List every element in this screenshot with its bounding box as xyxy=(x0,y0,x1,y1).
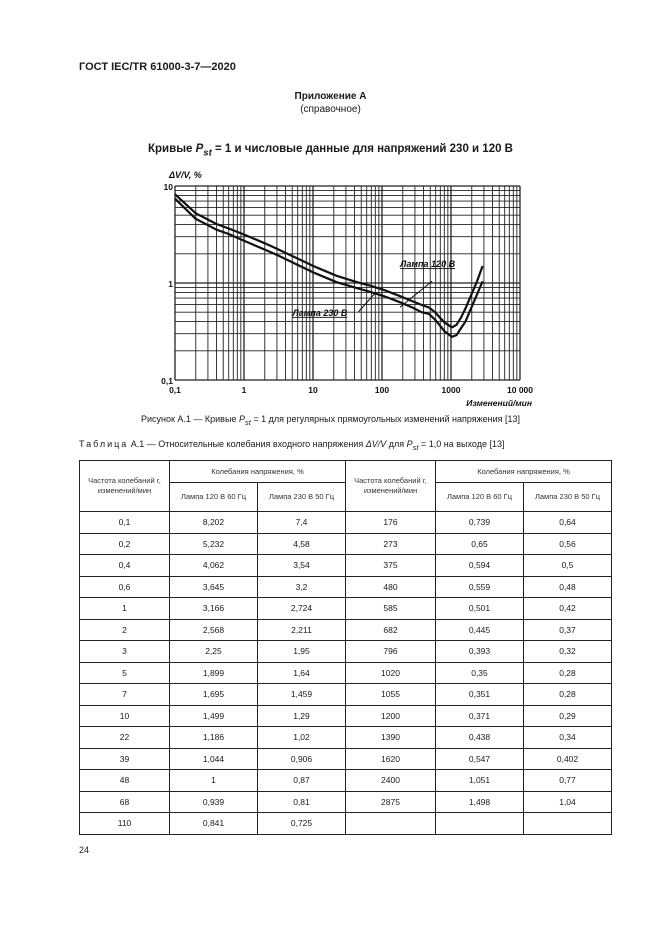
table-cell: 0,65 xyxy=(436,533,524,555)
x-tick-label: 10 xyxy=(308,385,318,395)
table-row xyxy=(80,748,612,770)
table-cell: 0,87 xyxy=(258,770,346,792)
table-cell: 0,594 xyxy=(436,555,524,577)
table-cell: 0,1 xyxy=(80,512,170,534)
x-tick-label: 100 xyxy=(374,385,390,395)
y-tick-label: 0,1 xyxy=(161,376,173,386)
y-tick-label: 1 xyxy=(168,279,173,289)
x-tick-label: 0,1 xyxy=(169,385,181,395)
pst-curves-chart xyxy=(150,162,540,410)
table-cell: 796 xyxy=(346,641,436,663)
appendix-title: Приложение А xyxy=(294,91,367,102)
table-cell: 0,81 xyxy=(258,791,346,813)
table-cell: 585 xyxy=(346,598,436,620)
table-cell: 3,645 xyxy=(170,576,258,598)
table-row xyxy=(80,770,612,792)
x-tick-label: 10 000 xyxy=(507,385,533,395)
table-cell: 0,402 xyxy=(524,748,612,770)
table-cell: 0,28 xyxy=(524,684,612,706)
table-cell: 1055 xyxy=(346,684,436,706)
table-cell: 0,939 xyxy=(170,791,258,813)
table-cell: 2 xyxy=(80,619,170,641)
table-cell: 8,202 xyxy=(170,512,258,534)
table-cell: 0,29 xyxy=(524,705,612,727)
table-cell: 0,371 xyxy=(436,705,524,727)
series-label-lamp-230: Лампа 230 В xyxy=(292,307,348,318)
table-cell: 1 xyxy=(170,770,258,792)
table-cell: 0,906 xyxy=(258,748,346,770)
table-cell: 0,48 xyxy=(524,576,612,598)
table-row xyxy=(80,576,612,598)
table-row xyxy=(80,512,612,534)
table-cell: 1,899 xyxy=(170,662,258,684)
table-cell: 110 xyxy=(80,813,170,835)
x-tick-label: 1000 xyxy=(441,385,461,395)
table-cell: 2875 xyxy=(346,791,436,813)
table-cell: 0,6 xyxy=(80,576,170,598)
x-axis-label: Изменений/мин xyxy=(466,398,532,408)
table-cell: 0,739 xyxy=(436,512,524,534)
table-cell: 0,501 xyxy=(436,598,524,620)
table-cell: 0,559 xyxy=(436,576,524,598)
chart-title: Кривые $P_{st} = 1$ и числовые данные для напряжений 230 и 120 В xyxy=(148,143,513,159)
document-header: ГОСТ IEC/TR 61000-3-7—2020 xyxy=(79,61,236,73)
table-row xyxy=(80,813,612,835)
table-cell: 0,4 xyxy=(80,555,170,577)
table-cell: 682 xyxy=(346,619,436,641)
table-cell: 0,393 xyxy=(436,641,524,663)
table-cell: 0,42 xyxy=(524,598,612,620)
table-caption: Таблица А.1 — Относительные колебания входного напряжения ΔV/V для $P_{st} = 1,0$ на выходе [13] xyxy=(79,439,505,452)
table-row xyxy=(80,533,612,555)
table-cell: 375 xyxy=(346,555,436,577)
table-cell: 1,498 xyxy=(436,791,524,813)
table-cell: 1,499 xyxy=(170,705,258,727)
table-cell: 2,724 xyxy=(258,598,346,620)
table-cell: 0,32 xyxy=(524,641,612,663)
table-cell: 0,351 xyxy=(436,684,524,706)
header-fluctuation-right: Колебания напряжения, % xyxy=(436,461,612,483)
table-cell: 2,568 xyxy=(170,619,258,641)
table-cell: 5,232 xyxy=(170,533,258,555)
table-cell: 0,841 xyxy=(170,813,258,835)
table-cell: 3,2 xyxy=(258,576,346,598)
table-cell: 1020 xyxy=(346,662,436,684)
table-row xyxy=(80,662,612,684)
table-cell: 5 xyxy=(80,662,170,684)
table-cell: 22 xyxy=(80,727,170,749)
header-frequency-right: Частота колебаний r, изменений/мин xyxy=(346,461,436,512)
table-cell: 0,35 xyxy=(436,662,524,684)
table-cell: 2,211 xyxy=(258,619,346,641)
voltage-fluctuation-table xyxy=(79,460,612,835)
table-cell: 1390 xyxy=(346,727,436,749)
table-cell: 0,2 xyxy=(80,533,170,555)
table-cell: 3 xyxy=(80,641,170,663)
table-cell: 1,95 xyxy=(258,641,346,663)
table-cell: 4,062 xyxy=(170,555,258,577)
table-row xyxy=(80,727,612,749)
table-cell: 3,54 xyxy=(258,555,346,577)
table-row xyxy=(80,684,612,706)
table-cell: 0,56 xyxy=(524,533,612,555)
table-cell: 1,186 xyxy=(170,727,258,749)
figure-caption: Рисунок А.1 — Кривые $P_{st} = 1$ для регулярных прямоугольных изменений напряжения [13] xyxy=(140,414,521,427)
table-cell: 4,58 xyxy=(258,533,346,555)
table-cell: 0,438 xyxy=(436,727,524,749)
table-cell: 1 xyxy=(80,598,170,620)
table-cell: 0,34 xyxy=(524,727,612,749)
table-cell: 273 xyxy=(346,533,436,555)
table-cell: 68 xyxy=(80,791,170,813)
header-fluctuation-left: Колебания напряжения, % xyxy=(170,461,346,483)
table-cell: 2,25 xyxy=(170,641,258,663)
table-row xyxy=(80,641,612,663)
table-row xyxy=(80,598,612,620)
header-lamp-230-left: Лампа 230 В 50 Гц xyxy=(258,483,346,512)
table-cell: 10 xyxy=(80,705,170,727)
header-frequency-left: Частота колебаний r, изменений/мин xyxy=(80,461,170,512)
table-cell: 2400 xyxy=(346,770,436,792)
table-cell: 0,547 xyxy=(436,748,524,770)
table-cell xyxy=(524,813,612,835)
table-cell: 480 xyxy=(346,576,436,598)
header-lamp-230-right: Лампа 230 В 50 Гц xyxy=(524,483,612,512)
table-row xyxy=(80,619,612,641)
table-cell: 48 xyxy=(80,770,170,792)
table-cell: 176 xyxy=(346,512,436,534)
table-cell: 0,5 xyxy=(524,555,612,577)
page-number: 24 xyxy=(79,845,90,855)
table-cell: 1,044 xyxy=(170,748,258,770)
table-cell: 7 xyxy=(80,684,170,706)
table-cell: 0,445 xyxy=(436,619,524,641)
table-cell: 7,4 xyxy=(258,512,346,534)
table-cell: 1,051 xyxy=(436,770,524,792)
table-cell: 1,64 xyxy=(258,662,346,684)
table-cell xyxy=(346,813,436,835)
table-cell xyxy=(436,813,524,835)
x-tick-label: 1 xyxy=(241,385,247,395)
table-cell: 0,77 xyxy=(524,770,612,792)
table-cell: 1,695 xyxy=(170,684,258,706)
table-cell: 3,166 xyxy=(170,598,258,620)
header-lamp-120-left: Лампа 120 В 60 Гц xyxy=(170,483,258,512)
y-axis-label: ΔV/V, % xyxy=(169,170,202,180)
appendix-subtitle: (справочное) xyxy=(300,104,361,115)
table-cell: 1,459 xyxy=(258,684,346,706)
table-cell: 39 xyxy=(80,748,170,770)
table-cell: 1620 xyxy=(346,748,436,770)
table-cell: 0,725 xyxy=(258,813,346,835)
header-lamp-120-right: Лампа 120 В 60 Гц xyxy=(436,483,524,512)
table-cell: 0,37 xyxy=(524,619,612,641)
table-row xyxy=(80,705,612,727)
table-cell: 0,64 xyxy=(524,512,612,534)
table-cell: 1,04 xyxy=(524,791,612,813)
table-cell: 1,02 xyxy=(258,727,346,749)
table-cell: 1200 xyxy=(346,705,436,727)
table-row xyxy=(80,555,612,577)
series-label-lamp-120: Лампа 120 В xyxy=(400,259,456,270)
table-row xyxy=(80,791,612,813)
table-cell: 1,29 xyxy=(258,705,346,727)
table-cell: 0,28 xyxy=(524,662,612,684)
y-tick-label: 10 xyxy=(163,182,173,192)
